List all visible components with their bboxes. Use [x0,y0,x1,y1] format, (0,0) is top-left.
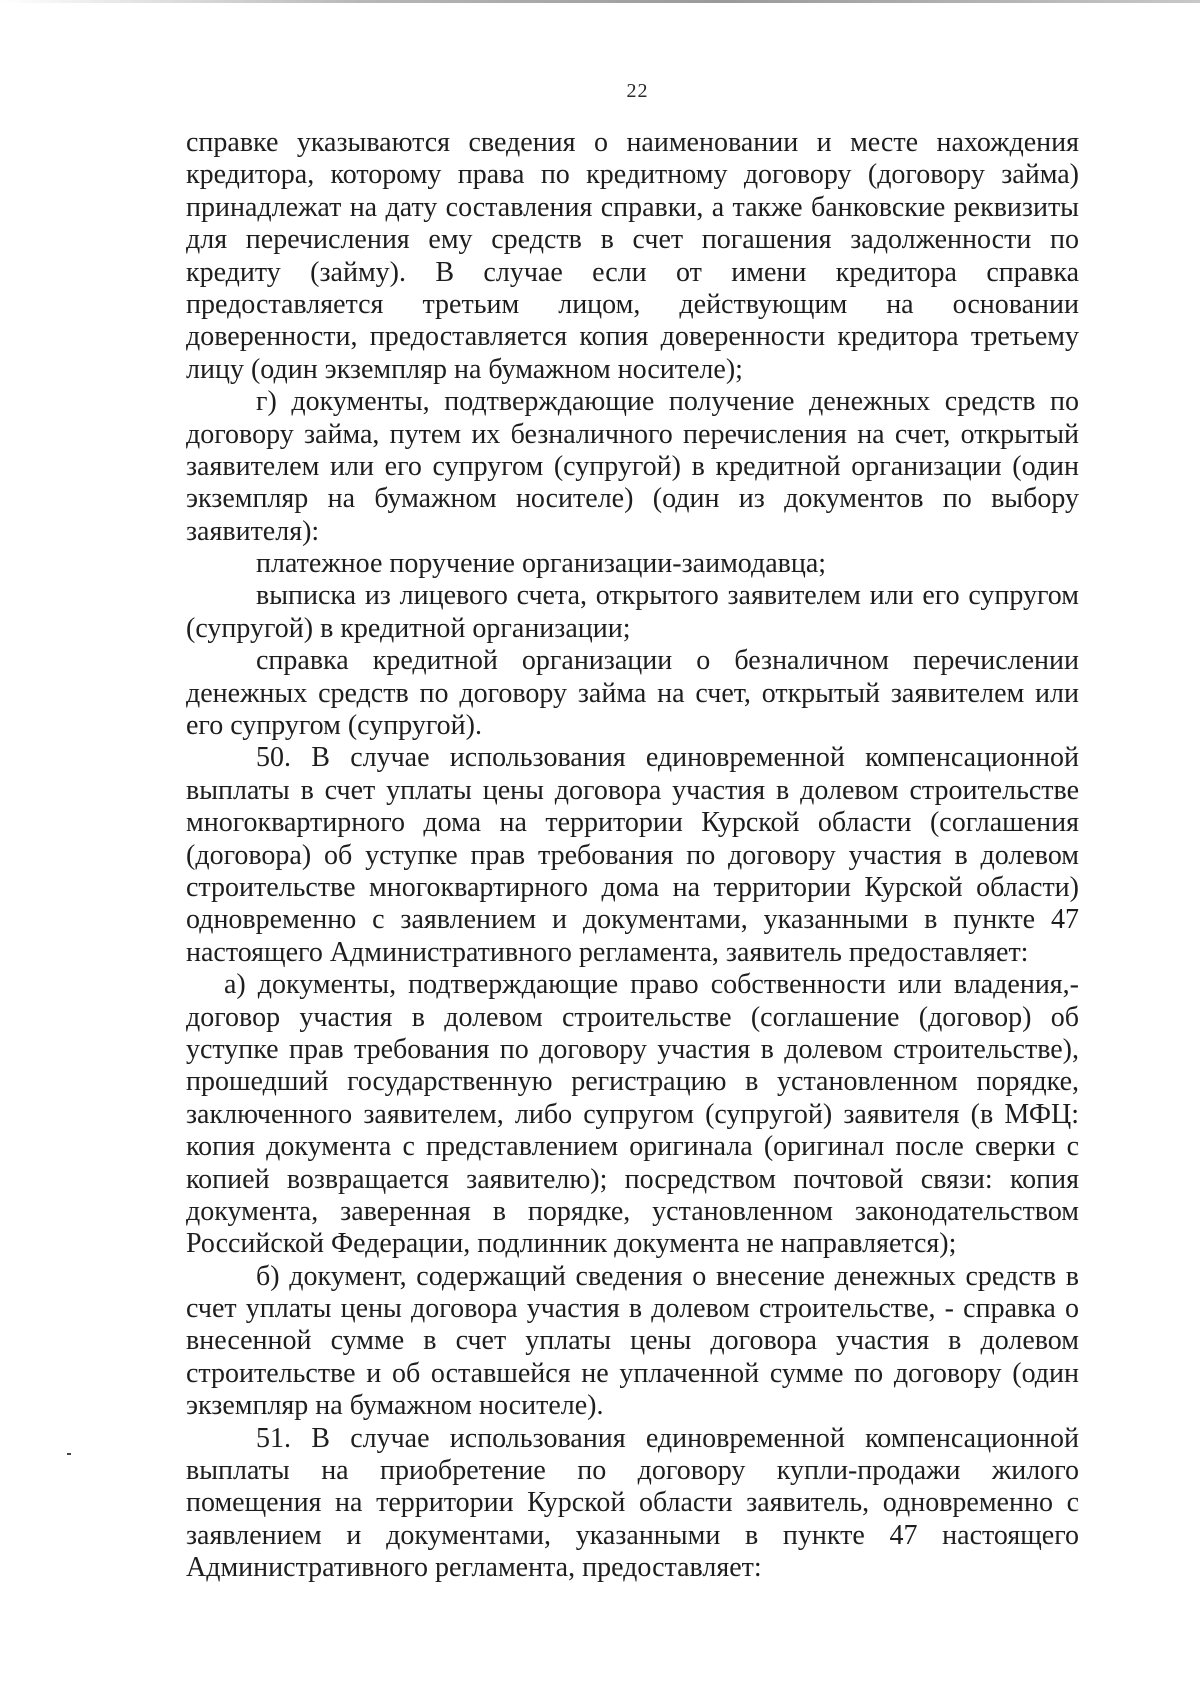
text-line: 51. В случае использования единовременной компенсационной [256,1422,1079,1454]
text-line: (договора) об уступке прав требования по договору участия в долевом [186,839,1079,871]
scan-speck [67,1453,71,1455]
paragraph-item-b [186,1261,1079,1423]
text-line: для перечисления ему средств в счет погашения задолженности по [186,224,1079,256]
text-line: внесенной сумме в счет уплаты цены договора участия в долевом [186,1325,1079,1357]
text-line: строительстве многоквартирного дома на территории Курской области) [186,871,1079,903]
text-line: Административного регламента, предоставляет: [186,1552,762,1584]
text-line: счет уплаты цены договора участия в долевом строительстве, - справка о [186,1293,1079,1325]
scan-top-edge [0,0,1200,3]
text-line: документа, заверенная в порядке, установленном законодательством [186,1195,1079,1227]
text-line: его супругом (супругой). [186,710,482,742]
text-line: г) документы, подтверждающие получение денежных средств по [256,386,1079,418]
paragraph-account-statement [186,580,1079,645]
text-line: принадлежат на дату составления справки, а также банковские реквизиты [186,191,1079,223]
text-line: выплаты на приобретение по договору купли-продажи жилого [186,1455,1079,1487]
text-line: экземпляр на бумажном носителе) (один из документов по выбору [186,483,1079,515]
document-body [186,127,1079,1585]
text-line: (супругой) в кредитной организации; [186,612,631,644]
text-line: денежных средств по договору займа на счет, открытый заявителем или [186,677,1079,709]
text-line: заявителя): [186,515,320,547]
page-number: 22 [626,80,649,102]
paragraph-creditor-certificate [186,127,1079,386]
text-line: справка кредитной организации о безналичном перечислении [256,645,1079,677]
paragraph-bank-certificate [186,645,1079,742]
text-line: Российской Федерации, подлинник документа не направляется); [186,1228,957,1260]
text-line: выписка из лицевого счета, открытого заявителем или его супругом [256,580,1079,612]
text-line: строительстве и об оставшейся не уплаченной сумме по договору (один [186,1357,1079,1389]
text-line: помещения на территории Курской области заявитель, одновременно с [186,1487,1079,1519]
text-line: а) документы, подтверждающие право собственности или владения,- [224,969,1079,1001]
paragraph-50 [186,742,1079,969]
text-line: выплаты в счет уплаты цены договора участия в долевом строительстве [186,774,1079,806]
text-line: кредиту (займу). В случае если от имени кредитора справка [186,256,1079,288]
text-line: одновременно с заявлением и документами, указанными в пункте 47 [186,904,1079,936]
text-line: кредитора, которому права по кредитному договору (договору займа) [186,159,1079,191]
text-line: уступке прав требования по договору участия в долевом строительстве), [186,1033,1079,1065]
text-line: копия документа с представлением оригинала (оригинал после сверки с [186,1131,1079,1163]
text-line: заявителем или его супругом (супругой) в кредитной организации (один [186,450,1079,482]
text-line: справке указываются сведения о наименовании и месте нахождения [186,127,1079,158]
text-line: платежное поручение организации-заимодавца; [256,548,827,580]
text-line: копией возвращается заявителю); посредством почтовой связи: копия [186,1163,1079,1195]
paragraph-payment-order [186,548,1079,580]
text-line: настоящего Административного регламента, заявитель предоставляет: [186,936,1029,968]
text-line: заключенного заявителем, либо супругом (супругой) заявителя (в МФЦ: [186,1098,1079,1130]
paragraph-51 [186,1423,1079,1585]
text-line: заявлением и документами, указанными в пункте 47 настоящего [186,1519,1079,1551]
text-line: доверенности, предоставляется копия доверенности кредитора третьему [186,321,1079,353]
paragraph-item-g [186,386,1079,548]
text-line: предоставляется третьим лицом, действующим на основании [186,288,1079,320]
text-line: многоквартирного дома на территории Курской области (соглашения [186,807,1079,839]
text-line: 50. В случае использования единовременной компенсационной [256,742,1079,774]
text-line: лицу (один экземпляр на бумажном носителе); [186,353,743,385]
paragraph-item-a [186,969,1079,1261]
text-line: договору займа, путем их безналичного перечисления на счет, открытый [186,418,1079,450]
text-line: договор участия в долевом строительстве (соглашение (договор) об [186,1001,1079,1033]
text-line: прошедший государственную регистрацию в установленном порядке, [186,1066,1079,1098]
text-line: б) документ, содержащий сведения о внесение денежных средств в [256,1260,1079,1292]
text-line: экземпляр на бумажном носителе). [186,1390,604,1422]
